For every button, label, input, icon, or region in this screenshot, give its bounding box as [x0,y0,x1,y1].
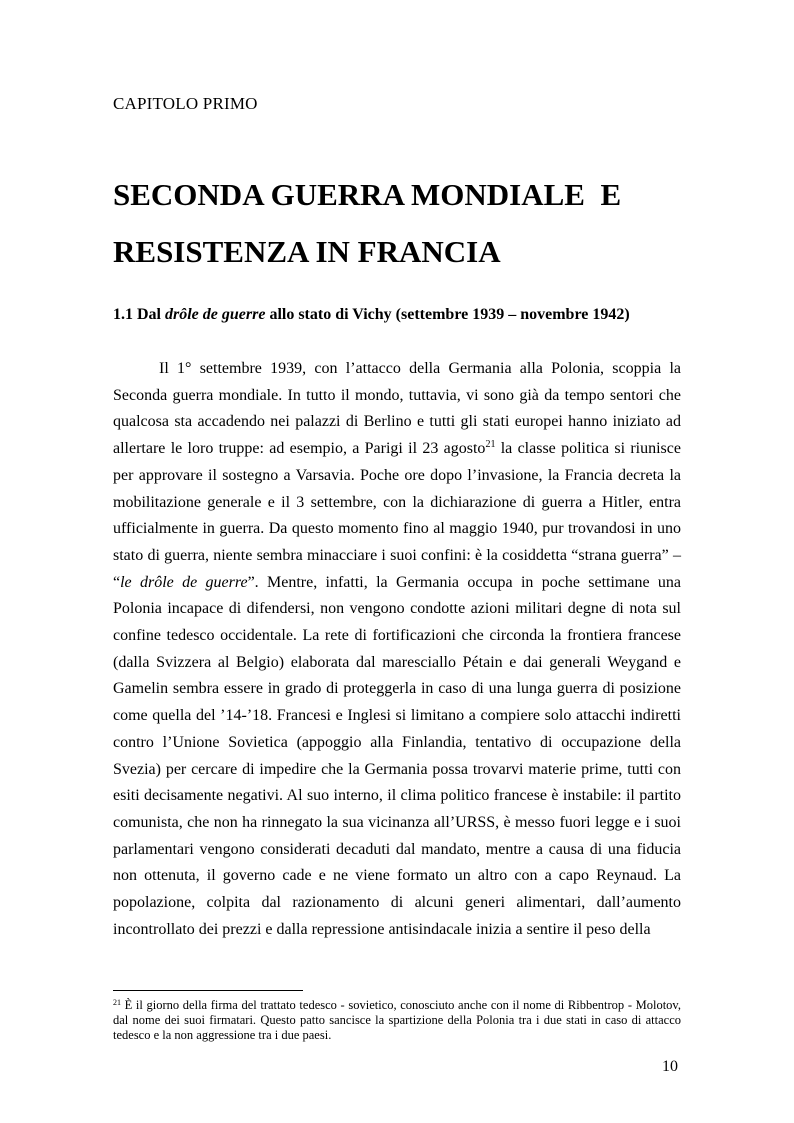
footnote-text: È il giorno della firma del trattato tedesco - sovietico, conosciuto anche con il nome di Ribbentrop - Molotov, dal nome dei suoi firmatari. Questo patto sancisce la spartizione della Polonia tra i due stati in caso di attacco tedesco e la non aggressione tra i due paesi. [113,998,681,1042]
body-italic-phrase: le drôle de guerre [120,573,248,591]
body-part-1: Il 1° settembre 1939, con l’attacco della Germania alla Polonia, scoppia la Seconda guerra mondiale. In tutto il mondo, tuttavia, vi sono già da tempo sentori che qualcosa sta accadendo nei palazzi di Berlino e tutti gli stati europei hanno iniziato ad allertare le loro truppe: ad esempio, a Parigi il 23 agosto [113,360,681,458]
section-heading [113,306,693,324]
body-part-2: la classe politica si riunisce per approvare il sostegno a Varsavia. Poche ore dopo l’invasione, la Francia decreta la mobilitazione generale e il 3 settembre, con la dichiarazione di guerra a Hitler, entra ufficialmente in guerra. Da questo momento fino al maggio 1940, pur trovandosi in uno stato di guerra, niente sembra minacciare i suoi confini: è la cosiddetta “strana guerra” – “ [113,440,681,591]
footnote [113,998,681,1043]
chapter-title-line-2: RESISTENZA IN FRANCIA [113,234,501,269]
body-part-3: ”. Mentre, infatti, la Germania occupa in poche settimane una Polonia incapace di difendersi, non vengono condotte azioni militari degne di nota sul confine tedesco occidentale. La rete di fortificazioni che circonda la frontiera francese (dalla Svizzera al Belgio) elaborata dal maresciallo Pétain e dai generali Weygand e Gamelin sembra essere in grado di proteggerla in caso di una lunga guerra di posizione come quella del ’14-’18. Francesi e Inglesi si limitano a compiere solo attacchi indiretti contro l’Unione Sovietica (appoggio alla Finlandia, tentativo di occupazione della Svezia) per cercare di impedire che la Germania possa trovarvi materie prime, tutti con esiti decisamente negativi. Al suo interno, il clima politico francese è instabile: il partito comunista, che non ha rinnegato la sua vicinanza all’URSS, è messo fuori legge e i suoi parlamentari vengono considerati decaduti dal mandato, mentre a causa di una fiducia non ottenuta, il governo cade e ne viene formato un altro con a capo Reynaud. La popolazione, colpita dal razionamento di alcuni generi alimentari, dall’aumento incontrollato dei prezzi e dalla repressione antisindacale inizia a sentire il peso della [113,573,682,938]
chapter-label: CAPITOLO PRIMO [113,94,258,113]
body-paragraph [113,356,681,943]
chapter-title-line-1: SECONDA GUERRA MONDIALE E [113,177,622,212]
footnote-divider [113,990,303,991]
page-number: 10 [662,1058,678,1075]
footnote-number: 21 [113,998,121,1007]
section-heading-number: 1.1 Dal [113,306,165,323]
chapter-title [113,166,693,280]
footnote-reference[interactable]: 21 [485,439,496,451]
section-heading-italic: drôle de guerre [165,306,266,323]
section-heading-rest: allo stato di Vichy (settembre 1939 – novembre 1942) [265,306,630,323]
